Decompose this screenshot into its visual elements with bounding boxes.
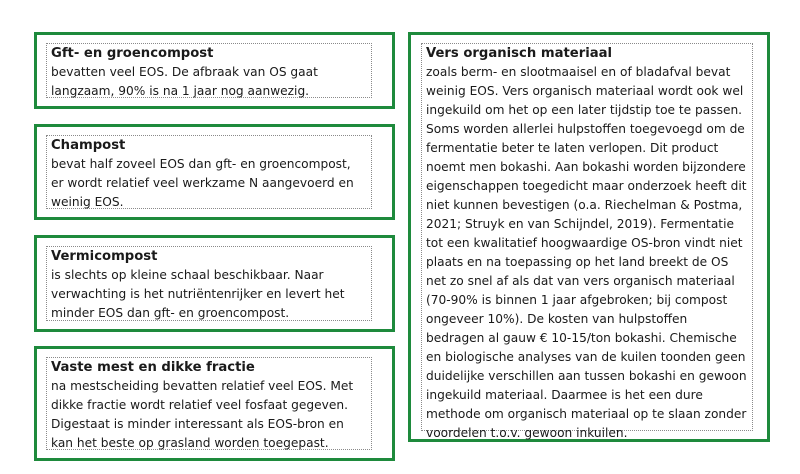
vermicompost-title: Vermicompost — [51, 249, 158, 264]
champost-text: bevat half zoveel EOS dan gft- en groencompost, er wordt relatief veel werkzame N aangevoerd en weinig EOS. — [51, 157, 354, 209]
vers-organisch-text: zoals berm- en slootmaaisel en of bladafval bevat weinig EOS. Vers organisch materiaal wordt ook wel ingekuild om het op een later tijdstip toe te passen. Soms worden allerlei hulpstoffen toegevoegd om de fermentatie beter te laten verlopen. Dit product noemt men bokashi. Aan bokashi worden bijzondere eigenschappen toegedicht maar onderzoek heeft dit niet kunnen bevestigen (o.a. Riechelman & Postma, 2021; Struyk en van Schijndel, 2019). Fermentatie tot een kwalitatief hoogwaardige OS-bron vindt niet plaats en na toepassing op het land breekt de OS net zo snel af als dat van vers organisch materiaal (70-90% is binnen 1 jaar afgebroken; bij compost ongeveer 10%). De kosten van hulpstoffen bedragen al gauw € 10-15/ton bokashi. Chemische en biologische analyses van de kuilen toonden geen duidelijke verschillen aan tussen bokashi en gewoon ingekuild materiaal. Daarmee is het een dure methode om organisch materiaal op te slaan zonder voordelen t.o.v. gewoon inkuilen. — [426, 65, 747, 440]
gft-compost-title: Gft- en groencompost — [51, 46, 214, 61]
vers-organisch-title: Vers organisch materiaal — [426, 46, 613, 61]
gft-compost-text: bevatten veel EOS. De afbraak van OS gaat langzaam, 90% is na 1 jaar nog aanwezig. — [51, 65, 318, 98]
vers-organisch-content — [421, 43, 753, 440]
vermicompost-box — [34, 235, 395, 332]
vermicompost-text: is slechts op kleine schaal beschikbaar. Naar verwachting is het nutriëntenrijker en levert het minder EOS dan gft- en groencompost. — [51, 268, 345, 320]
gft-compost-box — [34, 32, 395, 109]
vers-organisch-box — [408, 32, 770, 442]
vaste-mest-content — [46, 357, 372, 450]
champost-title: Champost — [51, 138, 126, 153]
gft-compost-content — [46, 43, 372, 98]
vaste-mest-text: na mestscheiding bevatten relatief veel EOS. Met dikke fractie wordt relatief veel fosfaat gegeven. Digestaat is minder interessant als EOS-bron en kan het beste op grasland worden toegepast. — [51, 379, 354, 450]
vaste-mest-title: Vaste mest en dikke fractie — [51, 360, 255, 375]
champost-content — [46, 135, 372, 209]
vaste-mest-box — [34, 346, 395, 461]
champost-box — [34, 124, 395, 220]
vermicompost-content — [46, 246, 372, 321]
